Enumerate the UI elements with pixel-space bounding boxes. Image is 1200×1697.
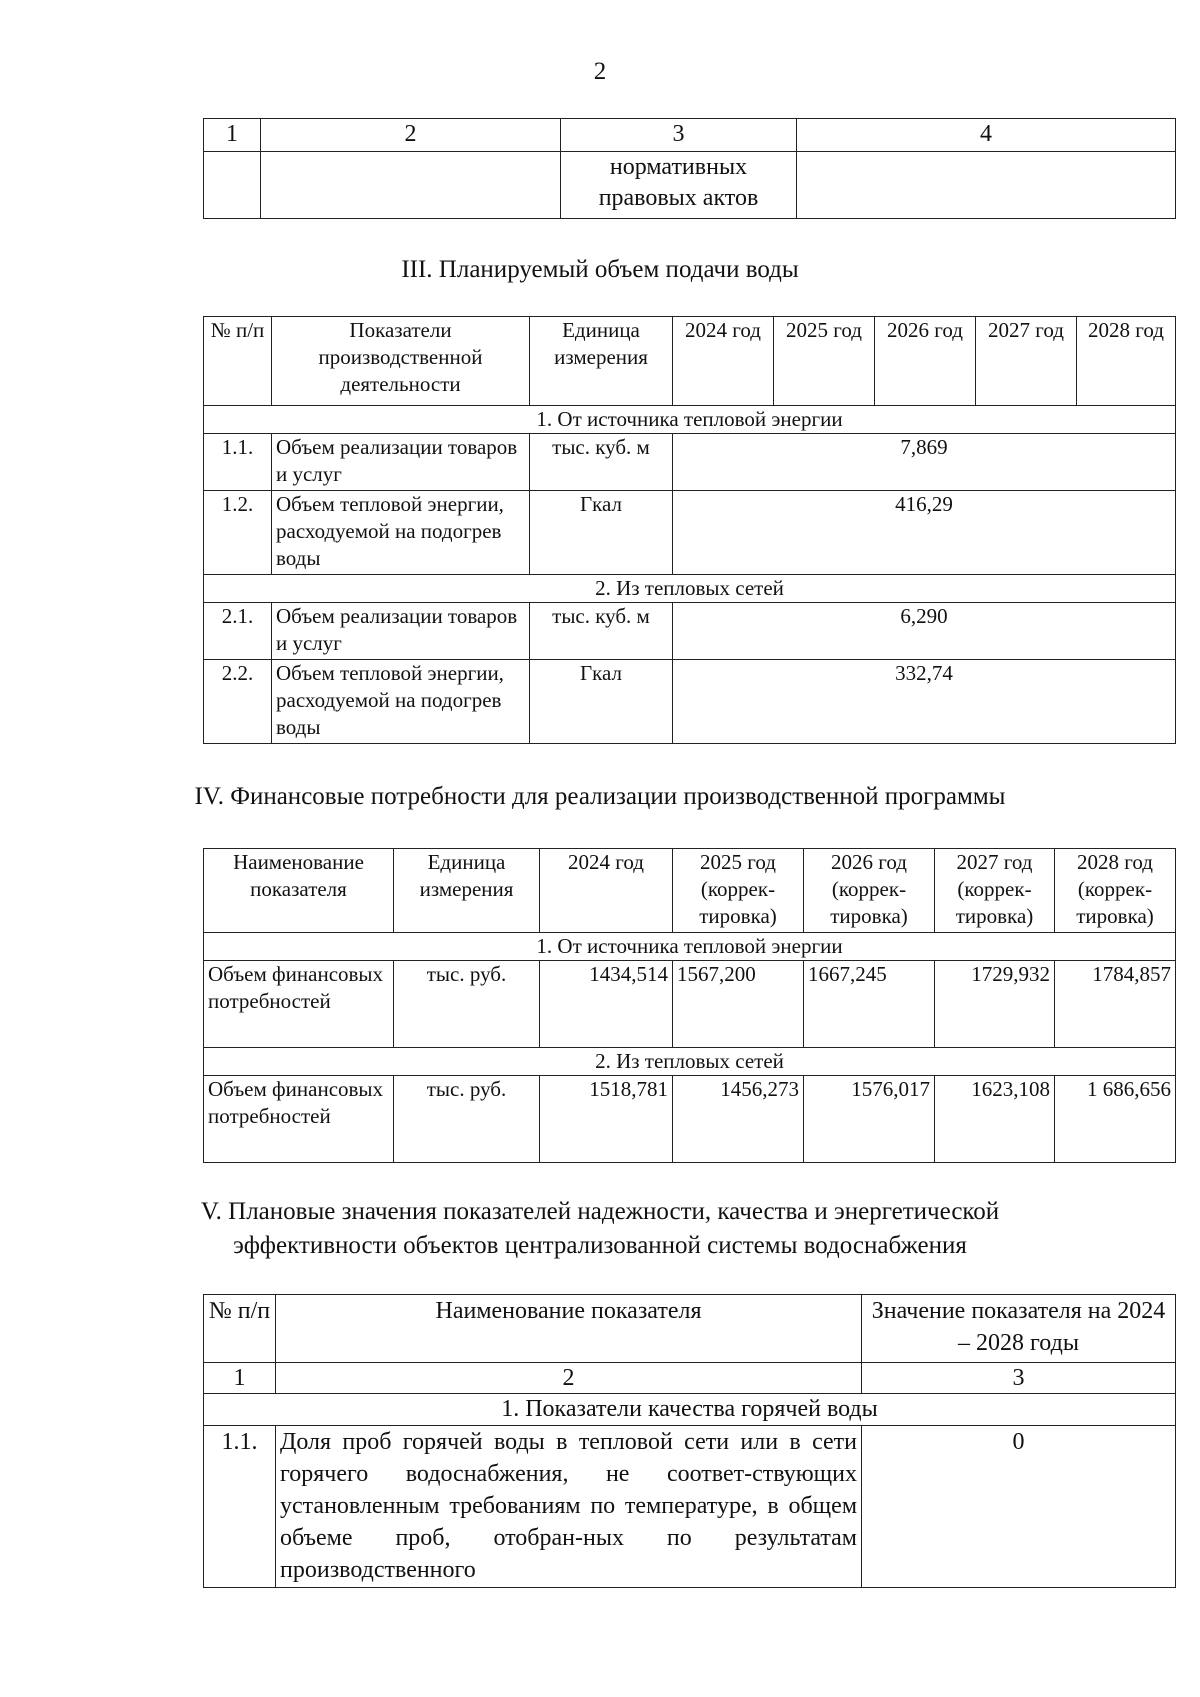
row-name: Объем тепловой энергии, расходуемой на подогрев воды: [272, 491, 530, 575]
section4-title: IV. Финансовые потребности для реализации производственной программы: [194, 783, 1006, 810]
group-title: 2. Из тепловых сетей: [204, 575, 1176, 603]
value-2024: 1434,514: [540, 961, 673, 1048]
row-value: 0: [862, 1426, 1176, 1588]
row-value: 416,29: [673, 491, 1176, 575]
planned-water-supply-table: [203, 316, 1176, 744]
row-value: 7,869: [673, 434, 1176, 491]
col-number-3: 3: [862, 1363, 1176, 1394]
col-number-4: 4: [797, 119, 1176, 152]
table-row: [204, 491, 1176, 575]
header-2027: 2027 год: [976, 317, 1077, 406]
row-name: Доля проб горячей воды в тепловой сети или в сети горячего водоснабжения, не соответ-ствующих установленным требованиям по температуре, в общем объеме проб, отобран-ных по результатам производственного: [276, 1426, 862, 1588]
row-unit: тыс. руб.: [394, 961, 540, 1048]
row-name: Объем реализации товаров и услуг: [272, 603, 530, 660]
group-title: 1. От источника тепловой энергии: [204, 406, 1176, 434]
group-row: [204, 575, 1176, 603]
row-unit: тыс. куб. м: [530, 434, 673, 491]
header-2026: 2026 год: [875, 317, 976, 406]
table-header-row: [204, 317, 1176, 406]
header-unit: Единица измерения: [530, 317, 673, 406]
col-number-2: 2: [276, 1363, 862, 1394]
column-numbers-row: [204, 1363, 1176, 1394]
row-name: Объем реализации товаров и услуг: [272, 434, 530, 491]
col-number-3: 3: [561, 119, 797, 152]
header-2026: 2026 год (коррек-тировка): [804, 849, 935, 933]
value-2027: 1729,932: [935, 961, 1055, 1048]
header-2024: 2024 год: [673, 317, 774, 406]
row-value: 332,74: [673, 660, 1176, 744]
row-num: 1.2.: [204, 491, 272, 575]
value-2026: 1667,245: [804, 961, 935, 1048]
group-title: 1. Показатели качества горячей воды: [204, 1394, 1176, 1426]
financial-needs-table: [203, 848, 1176, 1163]
header-name: Наименование показателя: [204, 849, 394, 933]
header-2025: 2025 год: [774, 317, 875, 406]
group-row: [204, 1394, 1176, 1426]
group-title: 2. Из тепловых сетей: [204, 1048, 1176, 1076]
table-cell: нормативных правовых актов: [561, 152, 797, 219]
row-name: Объем финансовых потребностей: [204, 1076, 394, 1163]
row-num: 1.1.: [204, 434, 272, 491]
table-row: [204, 660, 1176, 744]
col-number-2: 2: [261, 119, 561, 152]
group-row: [204, 933, 1176, 961]
group-row: [204, 406, 1176, 434]
header-2027: 2027 год (коррек-тировка): [935, 849, 1055, 933]
header-2028: 2028 год (коррек-тировка): [1055, 849, 1176, 933]
row-num: 1.1.: [204, 1426, 276, 1588]
row-name: Объем финансовых потребностей: [204, 961, 394, 1048]
row-num: 2.1.: [204, 603, 272, 660]
value-2025: 1456,273: [673, 1076, 804, 1163]
value-2024: 1518,781: [540, 1076, 673, 1163]
table-row: [204, 1426, 1176, 1588]
header-2024: 2024 год: [540, 849, 673, 933]
value-2028: 1 686,656: [1055, 1076, 1176, 1163]
header-unit: Единица измерения: [394, 849, 540, 933]
value-2027: 1623,108: [935, 1076, 1055, 1163]
section5-title-line2: эффективности объектов централизованной системы водоснабжения: [233, 1232, 967, 1259]
header-num: № п/п: [204, 1295, 276, 1363]
page-number: 2: [593, 58, 607, 85]
row-unit: Гкал: [530, 660, 673, 744]
table-header-row: [204, 1295, 1176, 1363]
reliability-indicators-table: [203, 1294, 1176, 1588]
group-title: 1. От источника тепловой энергии: [204, 933, 1176, 961]
group-row: [204, 1048, 1176, 1076]
row-unit: Гкал: [530, 491, 673, 575]
value-2026: 1576,017: [804, 1076, 935, 1163]
header-2028: 2028 год: [1077, 317, 1176, 406]
header-indicator: Показатели производственной деятельности: [272, 317, 530, 406]
table-row: [204, 961, 1176, 1048]
table-row: [204, 1076, 1176, 1163]
row-unit: тыс. куб. м: [530, 603, 673, 660]
table-header-row: [204, 119, 1176, 152]
header-2025: 2025 год (коррек-тировка): [673, 849, 804, 933]
table-row: [204, 434, 1176, 491]
table-cell: [261, 152, 561, 219]
value-2025: 1567,200: [673, 961, 804, 1048]
table-header-row: [204, 849, 1176, 933]
header-name: Наименование показателя: [276, 1295, 862, 1363]
col-number-1: 1: [204, 119, 261, 152]
table-row: [204, 152, 1176, 219]
row-name: Объем тепловой энергии, расходуемой на подогрев воды: [272, 660, 530, 744]
value-2028: 1784,857: [1055, 961, 1176, 1048]
table-cell: [204, 152, 261, 219]
section5-title-line1: V. Плановые значения показателей надежности, качества и энергетической: [200, 1198, 1000, 1225]
header-value: Значение показателя на 2024 – 2028 годы: [862, 1295, 1176, 1363]
section3-title: III. Планируемый объем подачи воды: [401, 256, 799, 283]
table-row: [204, 603, 1176, 660]
header-num: № п/п: [204, 317, 272, 406]
row-value: 6,290: [673, 603, 1176, 660]
table-continuation: [203, 118, 1176, 219]
table-cell: [797, 152, 1176, 219]
row-unit: тыс. руб.: [394, 1076, 540, 1163]
col-number-1: 1: [204, 1363, 276, 1394]
row-num: 2.2.: [204, 660, 272, 744]
